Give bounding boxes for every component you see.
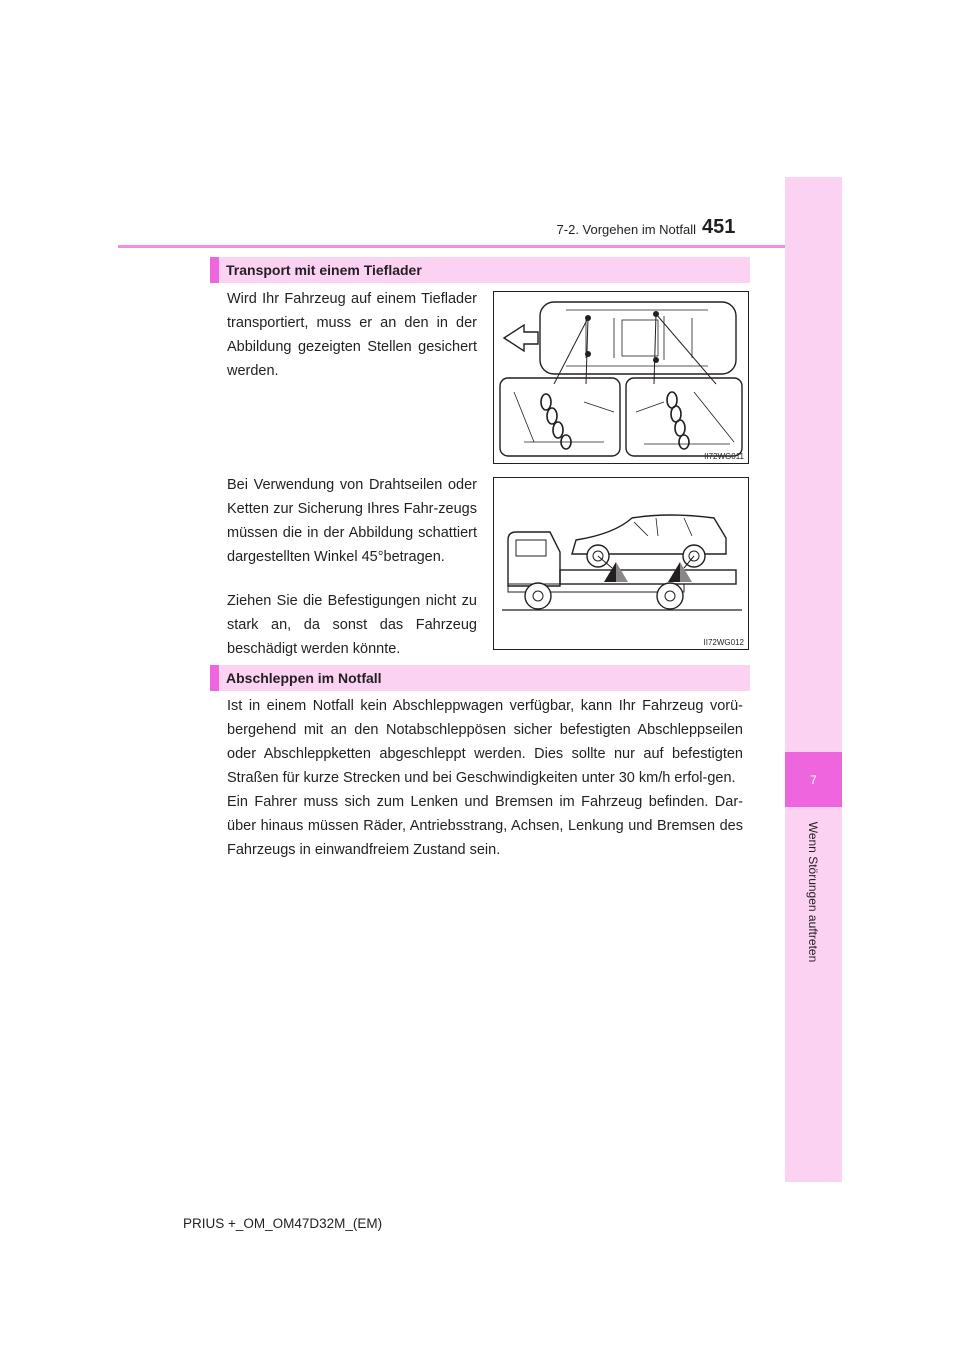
- page-number: 451: [702, 216, 736, 238]
- section-heading-emergency-towing: Abschleppen im Notfall: [210, 665, 750, 691]
- truck-flatbed: [560, 570, 736, 584]
- figure-code: II72WG012: [703, 638, 744, 647]
- car-underbody-outline: [540, 302, 736, 374]
- chain-icon: [667, 392, 689, 449]
- detail-front-tie-down: [500, 378, 620, 456]
- chapter-title-vertical: Wenn Störungen auftreten: [806, 821, 820, 963]
- chain-icon: [541, 394, 571, 449]
- paragraph-driver-requirements: Ein Fahrer muss sich zum Lenken und Bremsen im Fahrzeug befinden. Dar-über hinaus müssen Räder, Antriebsstrang, Achsen, Lenkung und Bremsen des Fahrzeugs in einwandfreiem Zustand sein.: [227, 794, 743, 858]
- figure-code: II72WG011: [704, 452, 744, 461]
- truck-diagram: [494, 478, 748, 649]
- tie-down-angle-marks: [604, 562, 692, 582]
- header-divider: [118, 245, 785, 248]
- figure-tie-down-points: [493, 291, 749, 464]
- paragraph-chain-angle: Bei Verwendung von Drahtseilen oder Ketten zur Sicherung Ihres Fahr-zeugs müssen die in der Abbildung schattiert dargestellten Winkel 45°betragen.: [227, 477, 477, 565]
- paragraph-towing-conditions: Ist in einem Notfall kein Abschleppwagen verfügbar, kann Ihr Fahrzeug vorü-bergehend mit an den Notabschleppösen sicher befestigten Abschleppseilen oder Abschleppketten abgeschleppt werden. Dies sollte nur auf befestigten Straßen für kurze Strecken und bei Geschwindigkeiten unter 30 km/h erfol-gen.: [227, 698, 743, 786]
- header-section-title: 7-2. Vorgehen im Notfall: [556, 222, 696, 237]
- document-code: PRIUS +_OM_OM47D32M_(EM): [183, 1216, 383, 1231]
- chapter-number-badge: 7: [785, 752, 842, 807]
- section-heading-transport: Transport mit einem Tieflader: [210, 257, 750, 283]
- chapter-side-tab: [785, 177, 842, 1182]
- tie-down-diagram: [494, 292, 748, 463]
- direction-arrow-icon: [504, 325, 538, 351]
- paragraph-transport-intro: Wird Ihr Fahrzeug auf einem Tieflader transportiert, muss er an den in der Abbildung gezeigten Stellen gesichert werden.: [227, 291, 477, 379]
- figure-car-on-truck: [493, 477, 749, 650]
- paragraph-tightening-warning: Ziehen Sie die Befestigungen nicht zu stark an, da sonst das Fahrzeug beschädigt werden könnte.: [227, 593, 477, 657]
